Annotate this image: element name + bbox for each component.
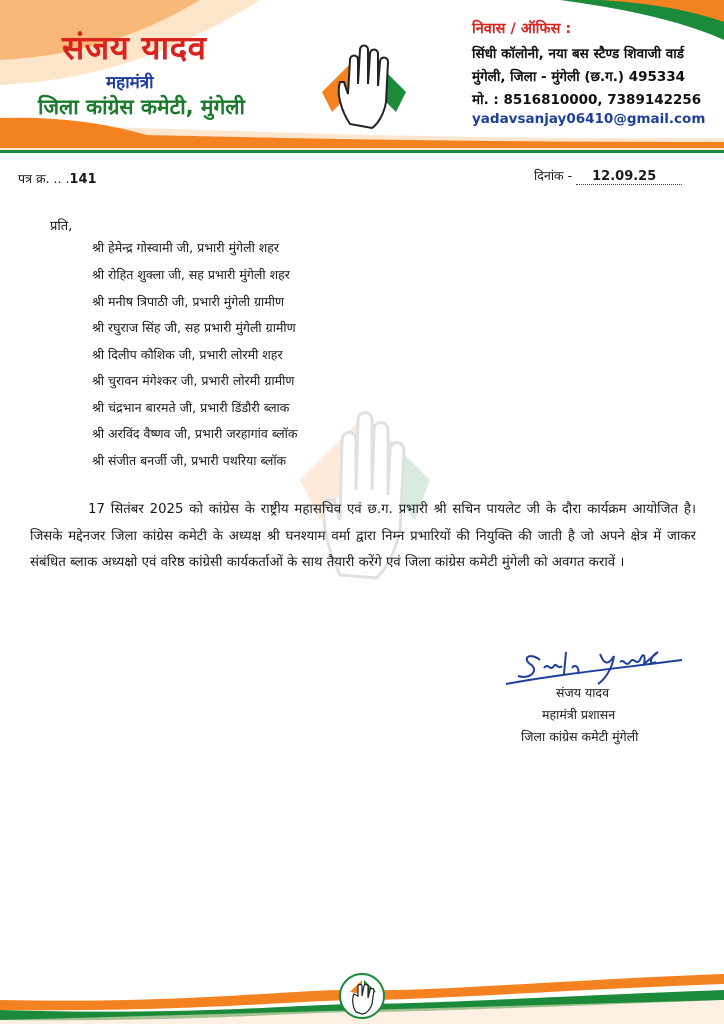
letterhead-organization: जिला कांग्रेस कमेटी, मुंगेली: [38, 95, 245, 119]
letter-date: [534, 167, 682, 185]
letterhead-designation: महामंत्री: [106, 73, 154, 93]
footer-decoration: [0, 960, 724, 1024]
signatory-organization: जिला कांग्रेस कमेटी मुंगेली: [521, 729, 639, 744]
recipient-item: श्री चुरावन मंगेश्कर जी, प्रभारी लोरमी ग्रामीण: [92, 373, 295, 388]
signature-scribble-icon: [500, 640, 685, 690]
ref-number: 141: [69, 172, 97, 187]
recipient-item: श्री चंद्रभान बारमते जी, प्रभारी डिंडौरी ब्लाक: [92, 400, 290, 415]
signatory-designation: महामंत्री प्रशासन: [542, 707, 616, 722]
letter-body: 17 सितंबर 2025 को कांग्रेस के राष्ट्रीय महासचिव एवं छ.ग. प्रभारी श्री सचिन पायलेट जी के दौरा कार्यक्रम आयोजित है। जिसके मद्देनजर जिला कांग्रेस कमेटी के अध्यक्ष श्री घनश्याम वर्मा द्वारा निम्न प्रभारियों की नियुक्ति की जाती है जो अपने क्षेत्र में जाकर संबंधित ब्लाक अध्यक्षो एवं वरिष्ठ कांग्रेसी कार्यकर्ताओं के साथ तैयारी करेंगे एवं जिला कांग्रेस कमेटी मुंगेली को अवगत करावें ।: [30, 502, 696, 570]
ref-label: पत्र क्र. .. .: [18, 171, 70, 186]
recipient-item: श्री दिलीप कौशिक जी, प्रभारी लोरमी शहर: [92, 347, 283, 362]
address-line-1: सिंधी कॉलोनी, नया बस स्टैण्ड शिवाजी वार्ड: [472, 46, 685, 62]
phone-numbers: मो. : 8516810000, 7389142256: [472, 92, 702, 108]
recipient-item: श्री रोहित शुक्ला जी, सह प्रभारी मुंगेली शहर: [92, 267, 290, 282]
recipient-item: श्री रघुराज सिंह जी, सह प्रभारी मुंगेली ग्रामीण: [92, 320, 296, 335]
date-value: 12.09.25: [576, 169, 682, 185]
recipient-item: श्री संजीत बनर्जी जी, प्रभारी पथरिया ब्लॉक: [92, 453, 287, 468]
recipient-item: श्री मनीष त्रिपाठी जी, प्रभारी मुंगेली ग्रामीण: [92, 294, 285, 309]
letterhead-name: संजय यादव: [62, 28, 207, 67]
recipient-item: श्री अरविंद वैष्णव जी, प्रभारी जरहागांव ब्लॉक: [92, 426, 298, 441]
letter-reference: [18, 170, 97, 187]
date-label: दिनांक -: [534, 168, 573, 183]
address-line-2: मुंगेली, जिला - मुंगेली (छ.ग.) 495334: [472, 69, 686, 85]
email-address: yadavsanjay06410@gmail.com: [472, 111, 706, 127]
address-title: निवास / ऑफिस :: [472, 21, 572, 37]
salutation: प्रति,: [50, 219, 73, 234]
signatory-name: संजय यादव: [556, 685, 610, 700]
recipient-item: श्री हेमेन्द्र गोस्वामी जी, प्रभारी मुंगेली शहर: [92, 240, 280, 255]
congress-hand-logo-icon: [312, 32, 416, 132]
